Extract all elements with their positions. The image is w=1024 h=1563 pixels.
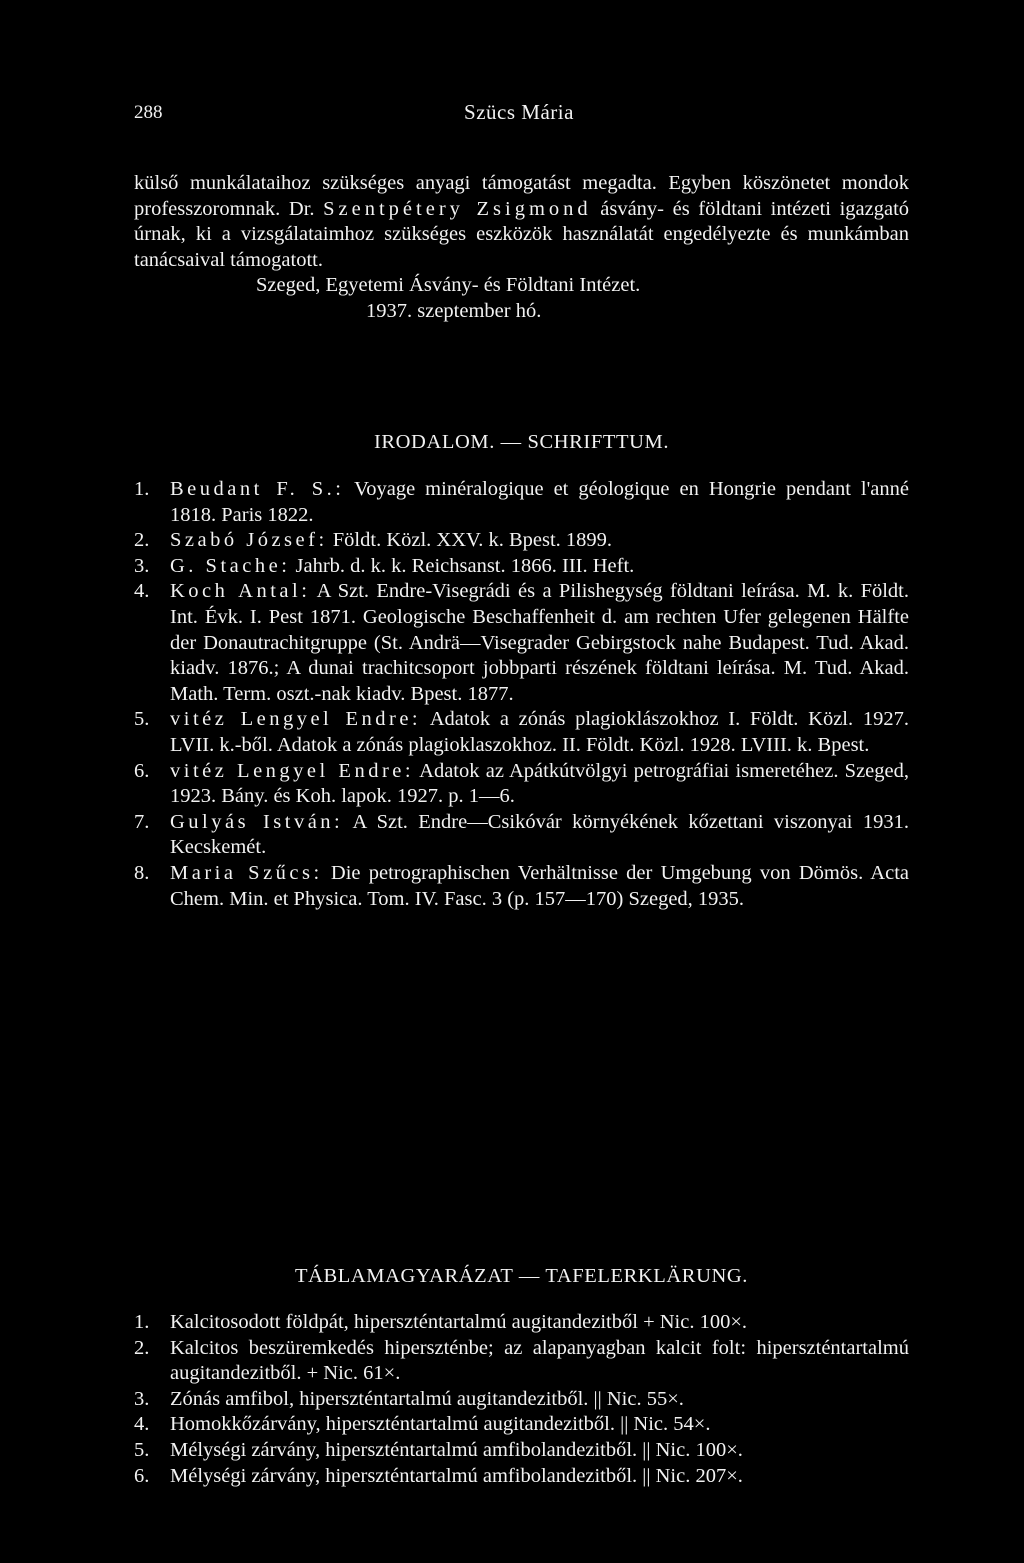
plate-item	[134, 1464, 909, 1490]
reference-text: Adatok a zónás plagioklászokhoz I. Földt. Közl. 1927. LVII. k.-ből. Adatok a zónás plagioklaszokhoz. II. Földt. Közl. 1928. LVIII. k. Bpest.	[170, 708, 909, 756]
reference-author: Maria Szűcs:	[170, 861, 323, 884]
reference-number: 5.	[134, 708, 150, 731]
references-title: IRODALOM. — SCHRIFTTUM.	[373, 431, 670, 453]
reference-number: 1.	[134, 478, 150, 500]
running-head: Szücs Mária	[464, 100, 574, 124]
plate-number: 4.	[134, 1413, 150, 1436]
reference-text: Adatok az Apátkútvölgyi petrográfiai ismeretéhez. Szeged, 1923. Bány. és Koh. lapok. 1927. p. 1—6.	[170, 759, 909, 808]
plate-item	[134, 1387, 909, 1413]
paragraph-text-start: külső munkálataihoz szükséges anyagi támogatást megadta. Egyben köszönetet mondok professzoromnak. Dr.	[134, 172, 909, 220]
plate-item	[134, 1412, 909, 1438]
reference-item	[134, 861, 909, 912]
plate-caption: Mélységi zárvány, hiperszténtartalmú amfibolandezitből. || Nic. 207×.	[170, 1464, 743, 1487]
reference-number: 3.	[134, 554, 150, 577]
plates-list	[134, 1310, 909, 1489]
references-list	[134, 477, 909, 912]
reference-number: 2.	[134, 529, 150, 552]
reference-text: Jahrb. d. k. k. Reichsanst. 1866. III. Heft.	[290, 554, 635, 577]
plate-number: 2.	[134, 1336, 150, 1359]
reference-text: A Szt. Endre-Visegrádi és a Pilishegység földtani leírása. M. k. Földt. Int. Évk. I. Pest 1871. Geologische Beschaffenheit d. am rechten Ufer gelegenen Hälfte der Donautrachitgruppe (St. Andrä—Visegrader Gebirgstock nahe Budapest. Tud. Akad. kiadv. 1876.; A dunai trachitcsoport jobbparti részének földtani leírása. M. Tud. Akad. Math. Term. oszt.-nak kiadv. Bpest. 1877.	[170, 580, 909, 705]
date-line: 1937. szeptember hó.	[366, 299, 542, 322]
reference-item	[134, 759, 909, 810]
reference-item	[134, 477, 909, 528]
paragraph-text-end: ásvány- és földtani intézeti igazgató úrnak, ki a vizsgálataimhoz szükséges eszközök használatát engedélyezte és munkámban tanácsaival támogatott.	[134, 197, 910, 271]
reference-author: Gulyás István:	[170, 810, 344, 833]
reference-text: Die petrographischen Verhältnisse der Umgebung von Dömös. Acta Chem. Min. et Physica. Tom. IV. Fasc. 3 (p. 157—170) Szeged, 1935.	[170, 861, 909, 910]
plate-number: 3.	[134, 1387, 150, 1410]
reference-text: Földt. Közl. XXV. k. Bpest. 1899.	[327, 529, 613, 552]
reference-item	[134, 579, 909, 707]
plate-item	[134, 1310, 909, 1336]
reference-item	[134, 528, 909, 554]
plate-caption: Mélységi zárvány, hiperszténtartalmú amfibolandezitből. || Nic. 100×.	[170, 1438, 743, 1461]
reference-text: Voyage minéralogique et géologique en Hongrie pendant l'anné 1818. Paris 1822.	[170, 478, 909, 526]
reference-author: Szabó József:	[170, 529, 328, 552]
plate-caption: Kalcitos beszüremkedés hiperszténbe; az alapanyagban kalcit folt: hiperszténtartalmú augitandezitből. + Nic. 61×.	[170, 1336, 909, 1385]
plate-number: 1.	[134, 1311, 150, 1333]
intro-section	[134, 171, 909, 325]
person-name: Szentpétery Zsigmond	[323, 197, 592, 220]
page-header	[134, 100, 904, 130]
reference-text: A Szt. Endre—Csikóvár környékének kőzettani viszonyai 1931. Kecskemét.	[170, 810, 910, 859]
reference-author: vitéz Lengyel Endre:	[170, 708, 422, 731]
plate-caption: Kalcitosodott földpát, hiperszténtartalmú augitandezitből + Nic. 100×.	[170, 1311, 748, 1333]
reference-item	[134, 810, 909, 861]
acknowledgement-paragraph	[134, 171, 909, 273]
reference-item	[134, 554, 909, 580]
place-line: Szeged, Egyetemi Ásvány- és Földtani Intézet.	[256, 274, 641, 297]
reference-number: 6.	[134, 759, 150, 782]
page-number: 288	[134, 102, 163, 123]
plate-item	[134, 1336, 909, 1387]
reference-number: 8.	[134, 861, 150, 884]
reference-author: G. Stache:	[170, 554, 291, 577]
plate-caption: Homokkőzárvány, hiperszténtartalmú augitandezitből. || Nic. 54×.	[170, 1413, 711, 1436]
reference-author: Beudant F. S.:	[170, 478, 345, 500]
plate-caption: Zónás amfibol, hiperszténtartalmú augitandezitből. || Nic. 55×.	[170, 1387, 684, 1410]
plate-number: 6.	[134, 1464, 150, 1487]
plate-item	[134, 1438, 909, 1464]
reference-author: Koch Antal:	[170, 580, 311, 603]
reference-number: 7.	[134, 810, 150, 833]
reference-item	[134, 707, 909, 758]
plate-number: 5.	[134, 1438, 150, 1461]
reference-number: 4.	[134, 580, 150, 603]
plates-title: TÁBLAMAGYARÁZAT — TAFELERKLÄRUNG.	[294, 1265, 749, 1287]
reference-author: vitéz Lengyel Endre:	[170, 759, 415, 782]
